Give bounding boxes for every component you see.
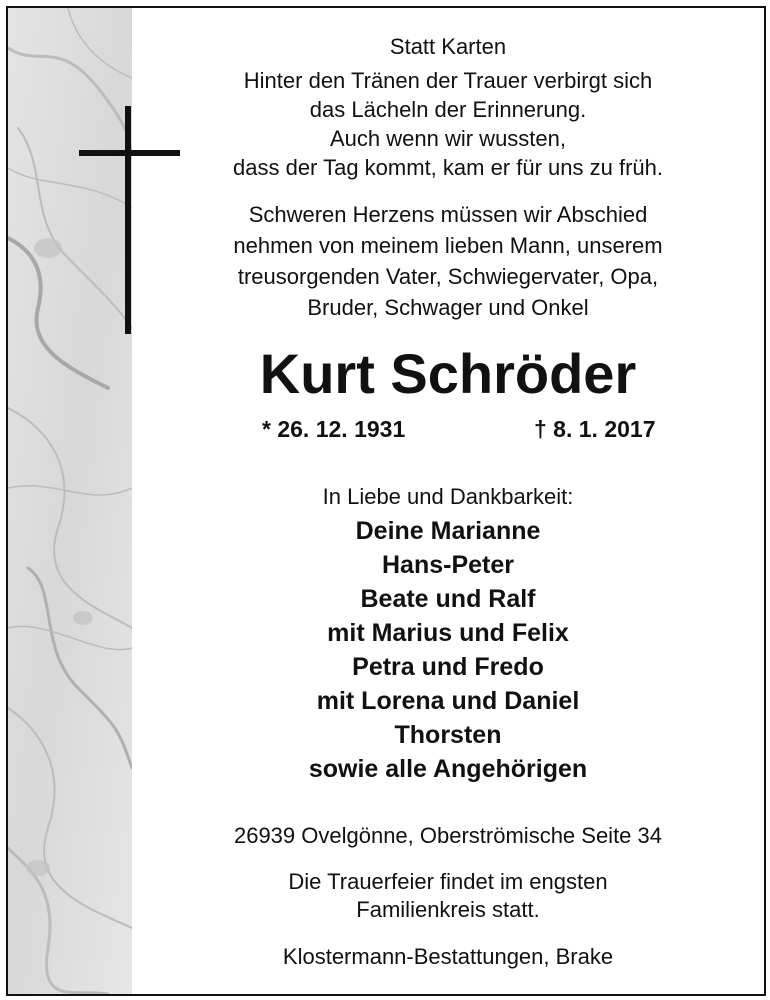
address: 26939 Ovelgönne, Oberströmische Seite 34 (233, 823, 663, 848)
mourner-name: Hans-Peter (382, 551, 514, 579)
mourners-intro: In Liebe und Dankbarkeit: (322, 484, 574, 509)
motto-line: Hinter den Tränen der Trauer verbirgt sich (243, 68, 653, 93)
mourner-name: sowie alle Angehörigen (308, 755, 588, 783)
deceased-name: Kurt Schröder (259, 342, 637, 405)
mourner-name: Thorsten (394, 721, 502, 749)
undertaker: Klostermann-Bestattungen, Brake (282, 944, 614, 969)
announcement-line: treusorgenden Vater, Schwiegervater, Opa, (237, 264, 659, 289)
mourner-name: Petra und Fredo (352, 653, 544, 681)
mourner-name: mit Marius und Felix (327, 619, 569, 647)
mourner-name: mit Lorena und Daniel (316, 687, 580, 715)
motto-heading: Statt Karten (389, 34, 507, 59)
announcement-line: nehmen von meinem lieben Mann, unserem (233, 233, 663, 258)
announcement-line: Bruder, Schwager und Onkel (307, 295, 589, 320)
cross-icon (125, 106, 131, 334)
motto-line: dass der Tag kommt, kam er für uns zu früh. (233, 155, 663, 180)
birth-date: * 26. 12. 1931 (262, 416, 406, 442)
obituary-card (6, 6, 766, 996)
death-date: † 8. 1. 2017 (534, 416, 656, 442)
mourner-name: Deine Marianne (355, 517, 541, 545)
motto-line: Auch wenn wir wussten, (330, 126, 566, 151)
motto-line: das Lächeln der Erinnerung. (309, 97, 587, 122)
mourner-name: Beate und Ralf (360, 585, 536, 613)
funeral-line: Familienkreis statt. (356, 897, 540, 922)
announcement-line: Schweren Herzens müssen wir Abschied (248, 202, 648, 227)
funeral-line: Die Trauerfeier findet im engsten (288, 869, 608, 894)
